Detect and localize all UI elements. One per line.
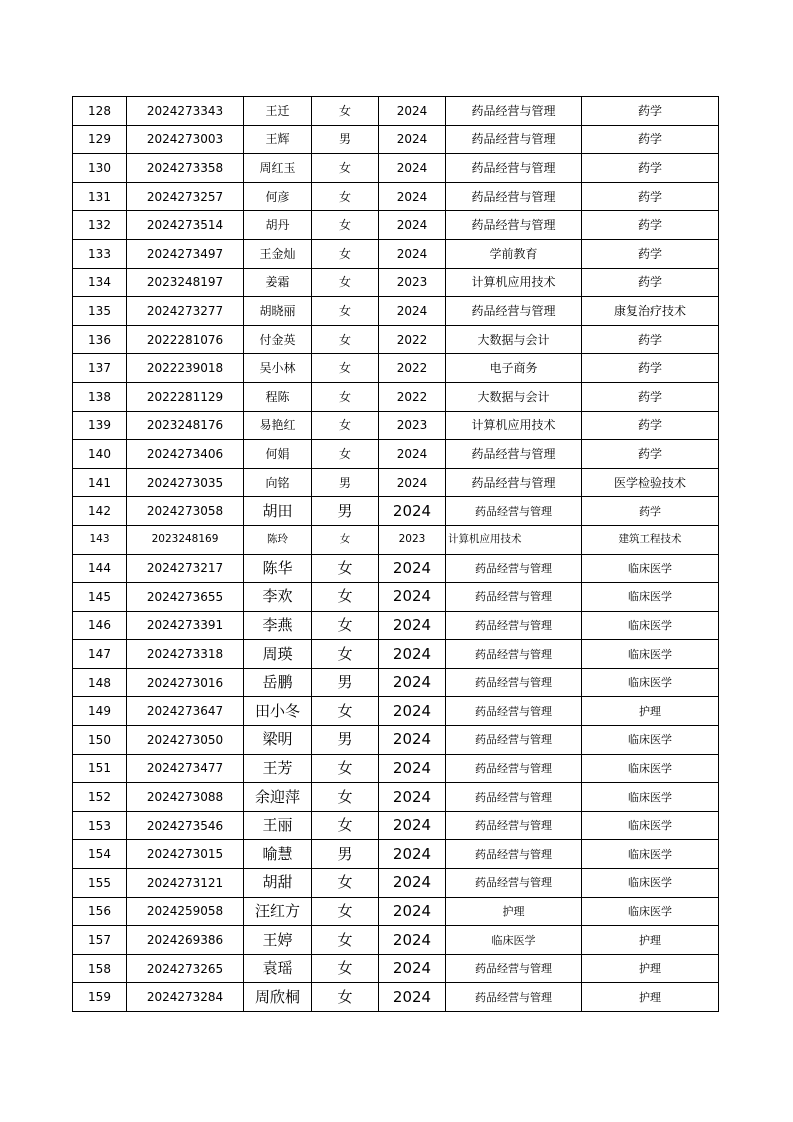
table-row: [73, 926, 719, 955]
target-major-cell: 康复治疗技术: [582, 297, 719, 326]
student-name-cell: 何娟: [244, 440, 312, 469]
student-name-cell: 周欣桐: [244, 983, 312, 1012]
gender-cell: 女: [312, 611, 379, 640]
target-major-cell: 临床医学: [582, 554, 719, 583]
gender-cell: 女: [312, 382, 379, 411]
row-number-cell: 132: [73, 211, 127, 240]
row-number-cell: 139: [73, 411, 127, 440]
table-row: [73, 297, 719, 326]
current-major-cell: 药品经营与管理: [446, 182, 582, 211]
row-number-cell: 143: [73, 525, 127, 554]
student-name-cell: 陈华: [244, 554, 312, 583]
student-id-cell: 2024273546: [127, 811, 244, 840]
current-major-cell: 药品经营与管理: [446, 440, 582, 469]
student-name-cell: 袁瑶: [244, 954, 312, 983]
row-number-cell: 133: [73, 239, 127, 268]
table-row: [73, 497, 719, 526]
row-number-cell: 140: [73, 440, 127, 469]
row-number-cell: 128: [73, 97, 127, 126]
table-row: [73, 954, 719, 983]
table-row: [73, 268, 719, 297]
row-number-cell: 137: [73, 354, 127, 383]
gender-cell: 女: [312, 554, 379, 583]
student-roster-table: [72, 96, 719, 1012]
gender-cell: 女: [312, 211, 379, 240]
gender-cell: 女: [312, 869, 379, 898]
roster-body: [73, 97, 719, 1012]
row-number-cell: 131: [73, 182, 127, 211]
row-number-cell: 157: [73, 926, 127, 955]
student-id-cell: 2024273477: [127, 754, 244, 783]
student-name-cell: 王金灿: [244, 239, 312, 268]
table-row: [73, 468, 719, 497]
table-row: [73, 783, 719, 812]
row-number-cell: 150: [73, 726, 127, 755]
student-name-cell: 周红玉: [244, 154, 312, 183]
target-major-cell: 药学: [582, 497, 719, 526]
target-major-cell: 护理: [582, 697, 719, 726]
row-number-cell: 155: [73, 869, 127, 898]
target-major-cell: 药学: [582, 182, 719, 211]
student-name-cell: 田小冬: [244, 697, 312, 726]
target-major-cell: 医学检验技术: [582, 468, 719, 497]
current-major-cell: 计算机应用技术: [446, 411, 582, 440]
enrollment-year-cell: 2024: [379, 182, 446, 211]
target-major-cell: 药学: [582, 440, 719, 469]
target-major-cell: 临床医学: [582, 783, 719, 812]
gender-cell: 女: [312, 154, 379, 183]
row-number-cell: 144: [73, 554, 127, 583]
target-major-cell: 护理: [582, 954, 719, 983]
student-id-cell: 2024273003: [127, 125, 244, 154]
table-row: [73, 97, 719, 126]
table-row: [73, 125, 719, 154]
student-name-cell: 何彦: [244, 182, 312, 211]
table-row: [73, 440, 719, 469]
current-major-cell: 药品经营与管理: [446, 726, 582, 755]
current-major-cell: 药品经营与管理: [446, 554, 582, 583]
student-name-cell: 王迁: [244, 97, 312, 126]
student-id-cell: 2024273265: [127, 954, 244, 983]
gender-cell: 男: [312, 125, 379, 154]
table-row: [73, 182, 719, 211]
gender-cell: 男: [312, 726, 379, 755]
student-id-cell: 2024269386: [127, 926, 244, 955]
current-major-cell: 临床医学: [446, 926, 582, 955]
student-id-cell: 2023248169: [127, 525, 244, 554]
row-number-cell: 134: [73, 268, 127, 297]
table-row: [73, 211, 719, 240]
student-name-cell: 姜霜: [244, 268, 312, 297]
student-name-cell: 李燕: [244, 611, 312, 640]
student-name-cell: 程陈: [244, 382, 312, 411]
enrollment-year-cell: 2024: [379, 97, 446, 126]
student-id-cell: 2024273121: [127, 869, 244, 898]
gender-cell: 女: [312, 440, 379, 469]
target-major-cell: 药学: [582, 211, 719, 240]
enrollment-year-cell: 2024: [379, 640, 446, 669]
student-name-cell: 陈玲: [244, 525, 312, 554]
enrollment-year-cell: 2024: [379, 583, 446, 612]
current-major-cell: 学前教育: [446, 239, 582, 268]
student-id-cell: 2024273514: [127, 211, 244, 240]
enrollment-year-cell: 2024: [379, 297, 446, 326]
target-major-cell: 临床医学: [582, 640, 719, 669]
student-id-cell: 2024273391: [127, 611, 244, 640]
row-number-cell: 148: [73, 668, 127, 697]
current-major-cell: 大数据与会计: [446, 382, 582, 411]
current-major-cell: 药品经营与管理: [446, 640, 582, 669]
table-row: [73, 897, 719, 926]
enrollment-year-cell: 2024: [379, 211, 446, 240]
target-major-cell: 临床医学: [582, 726, 719, 755]
gender-cell: 女: [312, 811, 379, 840]
target-major-cell: 药学: [582, 239, 719, 268]
student-name-cell: 向铭: [244, 468, 312, 497]
current-major-cell: 药品经营与管理: [446, 468, 582, 497]
student-id-cell: 2024273655: [127, 583, 244, 612]
student-name-cell: 喻慧: [244, 840, 312, 869]
target-major-cell: 药学: [582, 354, 719, 383]
enrollment-year-cell: 2024: [379, 497, 446, 526]
target-major-cell: 临床医学: [582, 668, 719, 697]
enrollment-year-cell: 2023: [379, 525, 446, 554]
current-major-cell: 计算机应用技术: [446, 525, 582, 554]
student-name-cell: 岳鹏: [244, 668, 312, 697]
enrollment-year-cell: 2023: [379, 268, 446, 297]
gender-cell: 女: [312, 926, 379, 955]
student-id-cell: 2022281129: [127, 382, 244, 411]
enrollment-year-cell: 2024: [379, 726, 446, 755]
enrollment-year-cell: 2024: [379, 468, 446, 497]
current-major-cell: 药品经营与管理: [446, 125, 582, 154]
enrollment-year-cell: 2024: [379, 554, 446, 583]
student-name-cell: 胡丹: [244, 211, 312, 240]
current-major-cell: 药品经营与管理: [446, 983, 582, 1012]
enrollment-year-cell: 2024: [379, 440, 446, 469]
table-row: [73, 869, 719, 898]
current-major-cell: 药品经营与管理: [446, 954, 582, 983]
target-major-cell: 药学: [582, 382, 719, 411]
student-id-cell: 2024273343: [127, 97, 244, 126]
student-name-cell: 李欢: [244, 583, 312, 612]
gender-cell: 男: [312, 840, 379, 869]
enrollment-year-cell: 2024: [379, 125, 446, 154]
table-row: [73, 611, 719, 640]
table-row: [73, 726, 719, 755]
student-name-cell: 胡田: [244, 497, 312, 526]
gender-cell: 女: [312, 297, 379, 326]
gender-cell: 女: [312, 325, 379, 354]
gender-cell: 男: [312, 668, 379, 697]
enrollment-year-cell: 2024: [379, 869, 446, 898]
student-name-cell: 王婷: [244, 926, 312, 955]
table-row: [73, 554, 719, 583]
enrollment-year-cell: 2024: [379, 754, 446, 783]
student-id-cell: 2024273277: [127, 297, 244, 326]
student-id-cell: 2024273058: [127, 497, 244, 526]
enrollment-year-cell: 2024: [379, 897, 446, 926]
row-number-cell: 141: [73, 468, 127, 497]
student-name-cell: 吴小林: [244, 354, 312, 383]
target-major-cell: 临床医学: [582, 897, 719, 926]
current-major-cell: 药品经营与管理: [446, 297, 582, 326]
student-id-cell: 2024273358: [127, 154, 244, 183]
student-id-cell: 2022239018: [127, 354, 244, 383]
table-row: [73, 754, 719, 783]
student-name-cell: 梁明: [244, 726, 312, 755]
row-number-cell: 154: [73, 840, 127, 869]
target-major-cell: 药学: [582, 125, 719, 154]
table-row: [73, 525, 719, 554]
target-major-cell: 建筑工程技术: [582, 525, 719, 554]
row-number-cell: 156: [73, 897, 127, 926]
row-number-cell: 142: [73, 497, 127, 526]
target-major-cell: 临床医学: [582, 583, 719, 612]
table-row: [73, 154, 719, 183]
gender-cell: 女: [312, 354, 379, 383]
enrollment-year-cell: 2024: [379, 954, 446, 983]
enrollment-year-cell: 2024: [379, 154, 446, 183]
enrollment-year-cell: 2024: [379, 840, 446, 869]
enrollment-year-cell: 2024: [379, 239, 446, 268]
current-major-cell: 药品经营与管理: [446, 97, 582, 126]
enrollment-year-cell: 2024: [379, 697, 446, 726]
gender-cell: 女: [312, 97, 379, 126]
student-id-cell: 2024273088: [127, 783, 244, 812]
table-row: [73, 325, 719, 354]
student-name-cell: 余迎萍: [244, 783, 312, 812]
current-major-cell: 护理: [446, 897, 582, 926]
enrollment-year-cell: 2024: [379, 611, 446, 640]
student-name-cell: 付金英: [244, 325, 312, 354]
row-number-cell: 136: [73, 325, 127, 354]
current-major-cell: 药品经营与管理: [446, 811, 582, 840]
gender-cell: 女: [312, 754, 379, 783]
row-number-cell: 130: [73, 154, 127, 183]
gender-cell: 女: [312, 983, 379, 1012]
current-major-cell: 药品经营与管理: [446, 583, 582, 612]
student-id-cell: 2024273647: [127, 697, 244, 726]
table-row: [73, 840, 719, 869]
current-major-cell: 电子商务: [446, 354, 582, 383]
current-major-cell: 药品经营与管理: [446, 869, 582, 898]
enrollment-year-cell: 2022: [379, 325, 446, 354]
current-major-cell: 药品经营与管理: [446, 754, 582, 783]
table-row: [73, 583, 719, 612]
table-row: [73, 811, 719, 840]
student-id-cell: 2024273497: [127, 239, 244, 268]
current-major-cell: 药品经营与管理: [446, 840, 582, 869]
table-row: [73, 411, 719, 440]
student-name-cell: 胡晓丽: [244, 297, 312, 326]
target-major-cell: 临床医学: [582, 754, 719, 783]
student-name-cell: 胡甜: [244, 869, 312, 898]
gender-cell: 女: [312, 182, 379, 211]
gender-cell: 女: [312, 897, 379, 926]
current-major-cell: 药品经营与管理: [446, 211, 582, 240]
student-id-cell: 2024273257: [127, 182, 244, 211]
gender-cell: 女: [312, 697, 379, 726]
row-number-cell: 152: [73, 783, 127, 812]
target-major-cell: 药学: [582, 325, 719, 354]
target-major-cell: 临床医学: [582, 811, 719, 840]
gender-cell: 女: [312, 783, 379, 812]
table-row: [73, 354, 719, 383]
enrollment-year-cell: 2022: [379, 382, 446, 411]
row-number-cell: 129: [73, 125, 127, 154]
target-major-cell: 药学: [582, 97, 719, 126]
row-number-cell: 147: [73, 640, 127, 669]
target-major-cell: 药学: [582, 411, 719, 440]
enrollment-year-cell: 2024: [379, 668, 446, 697]
current-major-cell: 药品经营与管理: [446, 154, 582, 183]
target-major-cell: 药学: [582, 268, 719, 297]
current-major-cell: 药品经营与管理: [446, 783, 582, 812]
row-number-cell: 158: [73, 954, 127, 983]
target-major-cell: 临床医学: [582, 840, 719, 869]
gender-cell: 女: [312, 640, 379, 669]
student-name-cell: 易艳红: [244, 411, 312, 440]
target-major-cell: 护理: [582, 926, 719, 955]
gender-cell: 男: [312, 497, 379, 526]
table-row: [73, 382, 719, 411]
current-major-cell: 计算机应用技术: [446, 268, 582, 297]
student-name-cell: 周瑛: [244, 640, 312, 669]
gender-cell: 女: [312, 583, 379, 612]
row-number-cell: 159: [73, 983, 127, 1012]
table-row: [73, 668, 719, 697]
student-name-cell: 王辉: [244, 125, 312, 154]
enrollment-year-cell: 2024: [379, 811, 446, 840]
current-major-cell: 药品经营与管理: [446, 668, 582, 697]
row-number-cell: 145: [73, 583, 127, 612]
student-id-cell: 2024273016: [127, 668, 244, 697]
enrollment-year-cell: 2023: [379, 411, 446, 440]
enrollment-year-cell: 2024: [379, 983, 446, 1012]
current-major-cell: 药品经营与管理: [446, 611, 582, 640]
target-major-cell: 护理: [582, 983, 719, 1012]
table-row: [73, 239, 719, 268]
gender-cell: 女: [312, 954, 379, 983]
target-major-cell: 药学: [582, 154, 719, 183]
target-major-cell: 临床医学: [582, 611, 719, 640]
student-id-cell: 2024273015: [127, 840, 244, 869]
gender-cell: 女: [312, 525, 379, 554]
target-major-cell: 临床医学: [582, 869, 719, 898]
student-id-cell: 2024273035: [127, 468, 244, 497]
current-major-cell: 药品经营与管理: [446, 697, 582, 726]
enrollment-year-cell: 2024: [379, 783, 446, 812]
student-id-cell: 2024273406: [127, 440, 244, 469]
student-id-cell: 2023248176: [127, 411, 244, 440]
student-name-cell: 王芳: [244, 754, 312, 783]
gender-cell: 女: [312, 239, 379, 268]
student-id-cell: 2024259058: [127, 897, 244, 926]
gender-cell: 女: [312, 268, 379, 297]
student-id-cell: 2022281076: [127, 325, 244, 354]
student-name-cell: 王丽: [244, 811, 312, 840]
table-row: [73, 983, 719, 1012]
row-number-cell: 146: [73, 611, 127, 640]
row-number-cell: 153: [73, 811, 127, 840]
student-id-cell: 2023248197: [127, 268, 244, 297]
gender-cell: 女: [312, 411, 379, 440]
student-name-cell: 汪红方: [244, 897, 312, 926]
student-id-cell: 2024273284: [127, 983, 244, 1012]
row-number-cell: 151: [73, 754, 127, 783]
gender-cell: 男: [312, 468, 379, 497]
row-number-cell: 135: [73, 297, 127, 326]
current-major-cell: 大数据与会计: [446, 325, 582, 354]
enrollment-year-cell: 2022: [379, 354, 446, 383]
table-row: [73, 697, 719, 726]
current-major-cell: 药品经营与管理: [446, 497, 582, 526]
enrollment-year-cell: 2024: [379, 926, 446, 955]
row-number-cell: 138: [73, 382, 127, 411]
student-id-cell: 2024273050: [127, 726, 244, 755]
row-number-cell: 149: [73, 697, 127, 726]
student-id-cell: 2024273217: [127, 554, 244, 583]
table-row: [73, 640, 719, 669]
student-id-cell: 2024273318: [127, 640, 244, 669]
